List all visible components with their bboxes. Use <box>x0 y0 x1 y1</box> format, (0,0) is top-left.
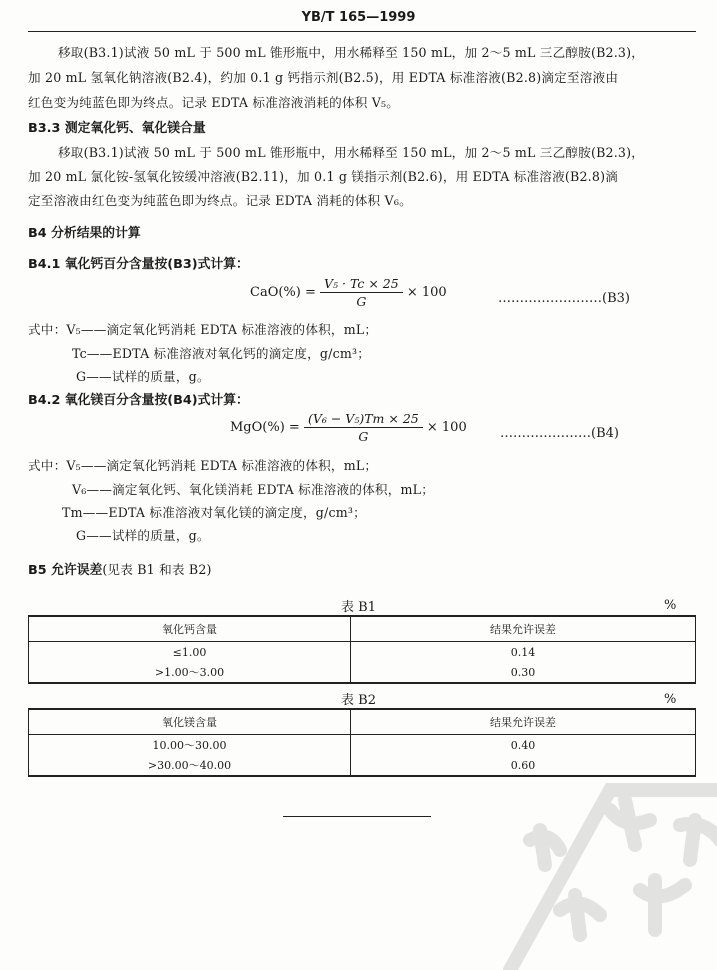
fraction-denominator: G <box>358 429 369 444</box>
formula-tag-b4: …………………(B4) <box>500 426 619 441</box>
formula-b4 <box>230 411 467 444</box>
formula-rhs: × 100 <box>406 285 447 300</box>
paragraph-line: 定至溶液由红色变为纯蓝色即为终点。记录 EDTA 消耗的体积 V₆。 <box>28 193 412 208</box>
table-unit-b1: % <box>664 598 677 613</box>
column-header: 氧化钙含量 <box>29 616 351 642</box>
section-heading-b4: B4 分析结果的计算 <box>28 226 141 241</box>
table-b2 <box>28 708 696 777</box>
table-cell: 0.30 <box>351 662 696 683</box>
table-cell: 0.40 <box>351 735 696 756</box>
table-caption-b2: 表 B2 <box>341 693 376 708</box>
formula-rhs: × 100 <box>426 420 467 435</box>
column-header: 结果允许误差 <box>351 709 696 735</box>
header-rule <box>28 31 696 32</box>
column-header: 氧化镁含量 <box>29 709 351 735</box>
subsection-b42: B4.2 氧化镁百分含量按(B4)式计算： <box>28 393 249 408</box>
where-line: Tm——EDTA 标准溶液对氧化镁的滴定度，g/cm³； <box>62 505 366 520</box>
table-caption-b1: 表 B1 <box>341 600 376 615</box>
table-unit-b2: % <box>664 692 677 707</box>
table-row <box>29 642 696 663</box>
where-line: G——试样的质量，g。 <box>76 528 210 543</box>
table-row <box>29 735 696 756</box>
table-cell: >30.00～40.00 <box>29 755 351 776</box>
where-line: V₆——滴定氧化钙、氧化镁消耗 EDTA 标准溶液的体积，mL； <box>72 482 435 497</box>
subsection-b41: B4.1 氧化钙百分含量按(B3)式计算： <box>28 257 249 272</box>
paragraph-line: 移取(B3.1)试液 50 mL 于 500 mL 锥形瓶中，用水稀释至 150 mL，加 2～5 mL 三乙醇胺(B2.3)， <box>58 45 645 60</box>
formula-lhs: MgO(%) = <box>230 420 300 435</box>
paragraph-line: 加 20 mL 氯化铵-氢氧化铵缓冲溶液(B2.11)，加 0.1 g 镁指示剂(B2.6)，用 EDTA 标准溶液(B2.8)滴 <box>28 169 618 184</box>
section-note: (见表 B1 和表 B2) <box>102 562 212 577</box>
table-cell: >1.00～3.00 <box>29 662 351 683</box>
fraction <box>320 276 403 309</box>
table-header-row <box>29 616 696 642</box>
section-title: B5 允许误差 <box>28 563 103 578</box>
table-cell: 0.14 <box>351 642 696 663</box>
table-cell: 0.60 <box>351 755 696 776</box>
end-rule <box>283 816 431 817</box>
page-header: YB/T 165—1999 <box>301 10 416 25</box>
paragraph-line: 移取(B3.1)试液 50 mL 于 500 mL 锥形瓶中，用水稀释至 150 mL，加 2～5 mL 三乙醇胺(B2.3)， <box>58 145 645 160</box>
where-line: G——试样的质量，g。 <box>76 369 210 384</box>
fraction <box>304 411 423 444</box>
formula-lhs: CaO(%) = <box>250 285 316 300</box>
table-b1 <box>28 615 696 684</box>
seal-watermark <box>490 770 717 970</box>
table-row <box>29 662 696 683</box>
where-line: 式中：V₅——滴定氧化钙消耗 EDTA 标准溶液的体积，mL； <box>28 322 378 337</box>
formula-tag-b3: ……………………(B3) <box>498 291 630 306</box>
table-header-row <box>29 709 696 735</box>
where-line: 式中：V₅——滴定氧化钙消耗 EDTA 标准溶液的体积，mL； <box>28 458 378 473</box>
column-header: 结果允许误差 <box>351 616 696 642</box>
paragraph-line: 加 20 mL 氢氧化钠溶液(B2.4)，约加 0.1 g 钙指示剂(B2.5)，用 EDTA 标准溶液(B2.8)滴定至溶液由 <box>28 70 619 85</box>
fraction-denominator: G <box>356 294 367 309</box>
table-cell: ≤1.00 <box>29 642 351 663</box>
fraction-numerator: V₅ · Tc × 25 <box>320 276 403 293</box>
fraction-numerator: (V₆ − V₅)Tm × 25 <box>304 411 423 428</box>
table-cell: 10.00～30.00 <box>29 735 351 756</box>
formula-b3 <box>250 276 447 309</box>
where-line: Tc——EDTA 标准溶液对氧化钙的滴定度，g/cm³； <box>72 346 371 361</box>
section-heading-b5 <box>28 559 212 578</box>
paragraph-line: 红色变为纯蓝色即为终点。记录 EDTA 标准溶液消耗的体积 V₅。 <box>28 95 400 110</box>
section-heading-b33: B3.3 测定氧化钙、氧化镁合量 <box>28 121 206 136</box>
